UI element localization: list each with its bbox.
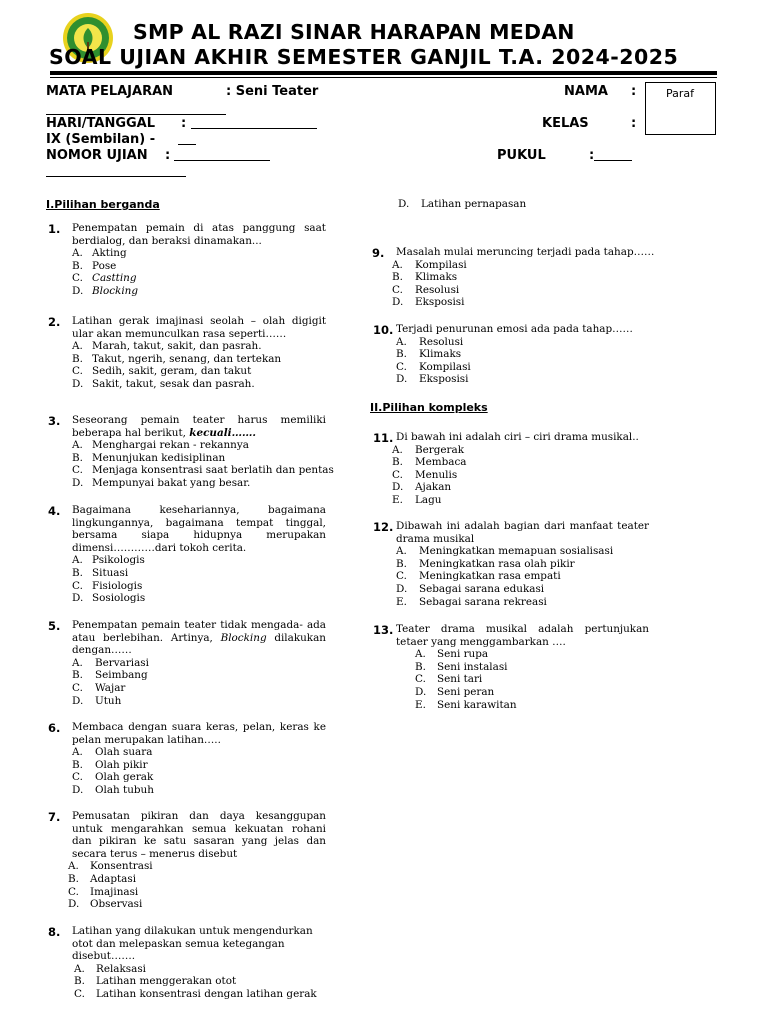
section-1-title: I.Pilihan berganda (46, 198, 160, 211)
options-list (396, 336, 663, 386)
question-text: Masalah mulai meruncing terjadi pada tahap…… (396, 246, 655, 258)
date-label: HARI/TANGGAL (46, 116, 156, 131)
option-b[interactable]: B. Latihan menggerakan otot (74, 975, 237, 988)
section-2-title: II.Pilihan kompleks (370, 401, 488, 414)
exam-title: SOAL UJIAN AKHIR SEMESTER GANJIL T.A. 2024-2025 (49, 45, 679, 69)
options-list (68, 860, 326, 910)
question-text: Di bawah ini adalah ciri – ciri drama musikal.. (396, 431, 639, 443)
option-b[interactable]: B. Olah pikir (72, 758, 148, 771)
question-3 (48, 414, 334, 490)
question-number: 9. (372, 246, 385, 260)
question-text: Latihan yang dilakukan untuk mengendurkan otot dan melepaskan semua ketegangan disebut……. (72, 925, 313, 963)
signature-label: Paraf (666, 87, 695, 100)
option-c[interactable]: C. Sedih, sakit, geram, dan takut (72, 365, 252, 378)
subject-value: : Seni Teater (226, 84, 319, 99)
question-number: 11. (373, 431, 394, 445)
option-b[interactable]: B. Menunjukan kedisiplinan (72, 451, 226, 464)
question-number: 12. (373, 520, 394, 534)
option-a[interactable]: A. Relaksasi (74, 962, 146, 975)
question-number: 7. (48, 810, 61, 824)
options-list (392, 259, 662, 309)
question-10 (373, 323, 663, 386)
question-8 (48, 925, 326, 1001)
option-a[interactable]: A. Bervariasi (72, 656, 149, 669)
option-d[interactable]: D. Sosiologis (72, 592, 146, 605)
question-2 (48, 315, 326, 391)
option-d[interactable]: D. Ajakan (392, 481, 452, 494)
option-c[interactable]: C. Castting (72, 272, 137, 285)
question-emphasis: kecuali……. (189, 426, 257, 439)
options-list (72, 554, 326, 604)
date-field[interactable] (191, 128, 317, 129)
question-8-continued (398, 198, 526, 211)
question-6 (48, 721, 326, 797)
option-a[interactable]: A. Konsentrasi (68, 860, 153, 873)
option-d[interactable]: D. Blocking (72, 284, 138, 297)
option-c[interactable]: C. Wajar (72, 681, 126, 694)
name-colon: : (631, 84, 637, 99)
option-c[interactable]: C. Latihan konsentrasi dengan latihan gerak (74, 987, 317, 1000)
question-1 (48, 222, 326, 298)
question-text: Bagaimana kesehariannya, bagaimana lingkungannya, bagaimana tempat tinggal, bersama siapa hidupnya merupakan dimensi…………dari tokoh cerita. (72, 504, 326, 554)
question-12 (373, 520, 649, 608)
question-13 (373, 623, 649, 711)
options-list (72, 340, 326, 390)
exam-number-field-line2[interactable] (46, 176, 186, 177)
options-list (72, 439, 334, 489)
option-c[interactable]: C. Fisiologis (72, 579, 143, 592)
question-number: 3. (48, 414, 61, 428)
date-colon: : (181, 116, 187, 131)
option-a[interactable]: A. Akting (72, 247, 127, 260)
option-b[interactable]: B. Seimbang (72, 669, 148, 682)
option-e[interactable]: E. Seni karawitan (415, 698, 517, 711)
option-b[interactable]: B. Pose (72, 259, 117, 272)
option-d[interactable]: D. Observasi (68, 898, 143, 911)
question-text: Terjadi penurunan emosi ada pada tahap…… (396, 323, 633, 335)
option-a[interactable]: A. Marah, takut, sakit, dan pasrah. (72, 340, 262, 353)
kelas-label: KELAS (542, 116, 589, 131)
option-a[interactable]: A. Olah suara (72, 746, 153, 759)
option-d[interactable]: D. Eksposisi (396, 373, 469, 386)
option-a[interactable]: A. Resolusi (396, 335, 464, 348)
question-number: 8. (48, 925, 61, 939)
option-d[interactable]: D. Seni peran (415, 685, 495, 698)
class-value: IX (Sembilan) - (46, 132, 156, 147)
options-list (392, 444, 663, 507)
question-number: 2. (48, 315, 61, 329)
school-name: SMP AL RAZI SINAR HARAPAN MEDAN (133, 20, 575, 44)
question-number: 1. (48, 222, 61, 236)
question-5 (48, 619, 326, 707)
option-a[interactable]: A. Psikologis (72, 554, 145, 567)
question-9 (372, 246, 662, 309)
option-d[interactable]: D. Olah tubuh (72, 783, 154, 796)
option-c[interactable]: C. Menjaga konsentrasi saat berlatih dan pentas (72, 464, 334, 477)
header-divider-thin (50, 77, 717, 78)
options-list (415, 648, 649, 711)
option-b[interactable]: B. Takut, ngerih, senang, dan tertekan (72, 352, 282, 365)
option-d[interactable]: D. Sakit, takut, sesak dan pasrah. (72, 377, 255, 390)
options-list (72, 657, 326, 707)
question-text: Pemusatan pikiran dan daya kesanggupan untuk mengarahkan semua kekuatan rohani dan pikiran ke satu sasaran yang jelas dan secara terus – menerus disebut (72, 810, 326, 860)
question-text: Teater drama musikal adalah pertunjukan tetaer yang menggambarkan …. (396, 623, 649, 648)
option-c[interactable]: C. Resolusi (392, 283, 460, 296)
question-number: 6. (48, 721, 61, 735)
option-a[interactable]: A. Seni rupa (415, 648, 489, 661)
question-number: 13. (373, 623, 394, 637)
options-list (396, 545, 649, 608)
subject-underline (46, 114, 226, 115)
option-d[interactable]: D. Sebagai sarana edukasi (396, 582, 545, 595)
option-a[interactable]: A. Bergerak (392, 443, 465, 456)
option-c[interactable]: C. Kompilasi (396, 360, 471, 373)
option-a[interactable]: A. Menghargai rekan - rekannya (72, 439, 249, 452)
option-c[interactable]: C. Seni tari (415, 673, 483, 686)
question-7 (48, 810, 326, 911)
option-b[interactable]: B. Klimaks (396, 348, 462, 361)
exam-number-label: NOMOR UJIAN (46, 148, 148, 163)
option-c[interactable]: C. Meningkatkan rasa empati (396, 570, 561, 583)
option-c[interactable]: C. Imajinasi (68, 885, 139, 898)
option-b[interactable]: B. Situasi (72, 566, 129, 579)
pukul-field[interactable] (594, 160, 632, 161)
question-4 (48, 504, 326, 605)
option-d[interactable]: D. Utuh (72, 694, 122, 707)
option-a[interactable]: A. Meningkatkan memapuan sosialisasi (396, 545, 614, 558)
option-c[interactable]: C. Olah gerak (72, 771, 154, 784)
option-e[interactable]: E. Sebagai sarana rekreasi (396, 595, 547, 608)
option-c[interactable]: C. Menulis (392, 468, 458, 481)
option-b[interactable]: B. Meningkatkan rasa olah pikir (396, 557, 575, 570)
question-number: 10. (373, 323, 394, 337)
question-text: Latihan gerak imajinasi seolah – olah digigit ular akan memunculkan rasa seperti…… (72, 315, 326, 340)
question-text: Penempatan pemain teater tidak mengada- ada atau berlebihan. Artinya, Blocking dilakukan dengan…… (72, 619, 326, 657)
question-number: 4. (48, 504, 61, 518)
name-label: NAMA (564, 84, 608, 99)
kelas-colon: : (631, 116, 637, 131)
pukul-colon: : (589, 148, 595, 163)
question-number: 5. (48, 619, 61, 633)
option-b[interactable]: B. Membaca (392, 456, 467, 469)
question-text: Membaca dengan suara keras, pelan, keras ke pelan merupakan latihan….. (72, 721, 326, 746)
option-d[interactable]: D. Mempunyai bakat yang besar. (72, 476, 251, 489)
question-text: Dibawah ini adalah bagian dari manfaat teater drama musikal (396, 520, 649, 545)
option-d[interactable]: D. Latihan pernapasan (398, 198, 527, 210)
question-text: Seseorang pemain teater harus memiliki beberapa hal berikut, kecuali……. (72, 414, 326, 439)
pukul-label: PUKUL (497, 148, 546, 163)
options-list (72, 746, 326, 796)
option-d[interactable]: D. Eksposisi (392, 296, 465, 309)
option-b[interactable]: B. Seni instalasi (415, 660, 508, 673)
question-11 (373, 431, 663, 507)
option-b[interactable]: B. Adaptasi (68, 872, 137, 885)
options-list (72, 247, 326, 297)
class-field[interactable] (178, 144, 196, 145)
subject-label: MATA PELAJARAN (46, 84, 174, 99)
exam-number-colon: : (165, 148, 171, 163)
question-text: Penempatan pemain di atas panggung saat berdialog, dan beraksi dinamakan... (72, 222, 326, 247)
option-b[interactable]: B. Klimaks (392, 271, 458, 284)
exam-number-field[interactable] (174, 160, 270, 161)
option-a[interactable]: A. Kompilasi (392, 258, 467, 271)
options-list (74, 963, 326, 1001)
header-divider (50, 71, 717, 75)
option-e[interactable]: E. Lagu (392, 493, 442, 506)
